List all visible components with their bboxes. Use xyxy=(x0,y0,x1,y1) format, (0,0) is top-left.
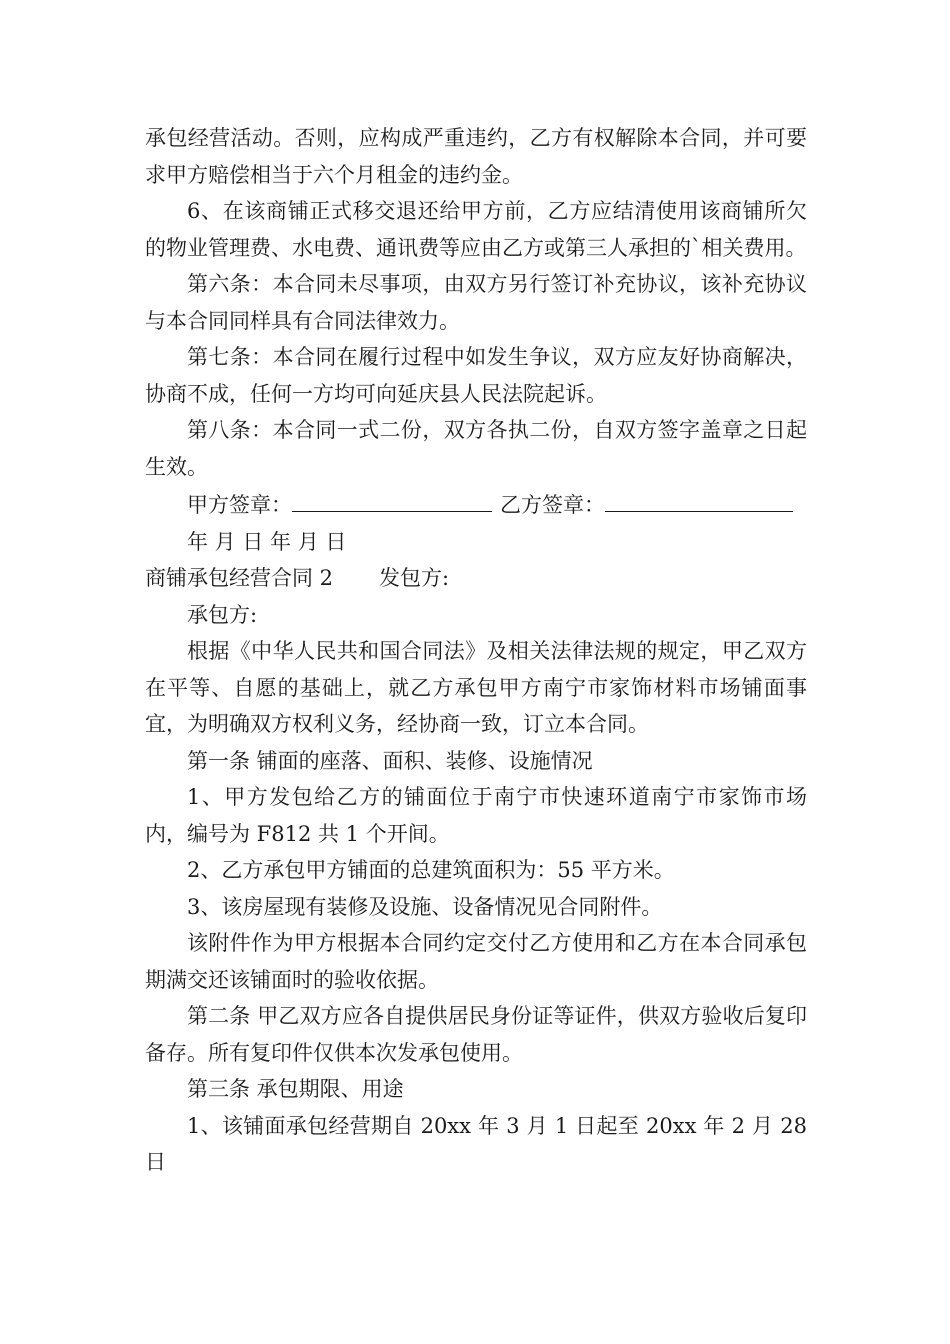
paragraph-preamble: 根据《中华人民共和国合同法》及相关法律法规的规定，甲乙双方在平等、自愿的基础上，就乙方承包甲方南宁市家饰材料市场铺面事宜，为明确双方权利义务，经协商一致，订立本合同。 xyxy=(145,639,807,736)
paragraph-term: 1、该铺面承包经营期自 20xx 年 3 月 1 日起至 20xx 年 2 月 28 日 xyxy=(145,1113,807,1174)
party-b-signature-blank xyxy=(605,485,793,512)
party-b-signature-label: 乙方签章： xyxy=(500,493,605,517)
paragraph-article-8: 第八条：本合同一式二份，双方各执二份，自双方签字盖章之日起生效。 xyxy=(145,418,807,479)
contractor-label: 发包方: xyxy=(379,566,450,590)
signature-line xyxy=(145,485,807,524)
party-a-signature-blank xyxy=(292,485,492,512)
paragraph-breach-clause: 承包经营活动。否则，应构成严重违约，乙方有权解除本合同，并可要求甲方赔偿相当于六个月租金的违约金。 xyxy=(145,126,807,187)
paragraph-article-6: 第六条：本合同未尽事项，由双方另行签订补充协议，该补充协议与本合同同样具有合同法律效力。 xyxy=(145,272,807,333)
contract-2-title: 商铺承包经营合同 2 xyxy=(145,566,334,590)
paragraph-article-7: 第七条：本合同在履行过程中如发生争议，双方应友好协商解决，协商不成，任何一方均可向延庆县人民法院起诉。 xyxy=(145,345,807,406)
paragraph-fee-settlement: 6、在该商铺正式移交退还给甲方前，乙方应结清使用该商铺所欠的物业管理费、水电费、通讯费等应由乙方或第三人承担的`相关费用。 xyxy=(145,199,807,260)
contract-2-heading xyxy=(145,560,807,597)
paragraph-attachment: 该附件作为甲方根据本合同约定交付乙方使用和乙方在本合同承包期满交还该铺面时的验收依据。 xyxy=(145,931,807,992)
paragraph-location: 1、甲方发包给乙方的铺面位于南宁市快速环道南宁市家饰市场内，编号为 F812 共 1 个开间。 xyxy=(145,785,807,846)
paragraph-area: 2、乙方承包甲方铺面的总建筑面积为：55 平方米。 xyxy=(187,858,675,882)
signature-date-line: 年 月 日 年 月 日 xyxy=(187,529,347,554)
paragraph-article-1-heading: 第一条 铺面的座落、面积、装修、设施情况 xyxy=(187,748,593,773)
contractee-label: 承包方: xyxy=(187,602,258,627)
document-body xyxy=(145,120,807,1181)
paragraph-article-3-heading: 第三条 承包期限、用途 xyxy=(187,1077,404,1101)
paragraph-article-2: 第二条 甲乙双方应各自提供居民身份证等证件，供双方验收后复印备存。所有复印件仅供本次发承包使用。 xyxy=(145,1004,807,1065)
party-a-signature-label: 甲方签章： xyxy=(187,493,292,517)
paragraph-facilities: 3、该房屋现有装修及设施、设备情况见合同附件。 xyxy=(187,894,663,919)
